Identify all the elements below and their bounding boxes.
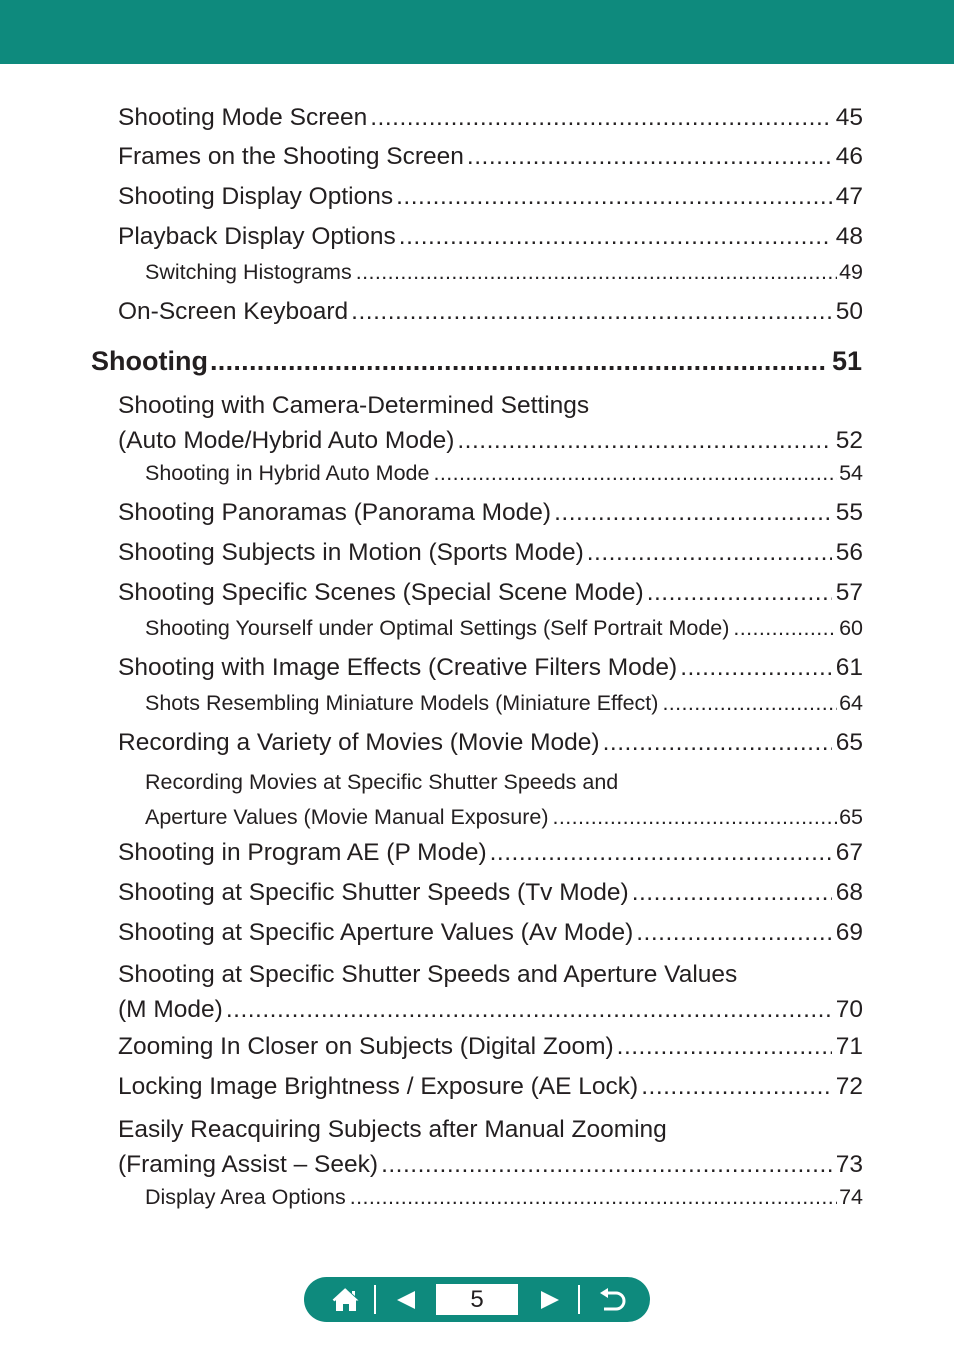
toc-entry-on-screen-keyboard[interactable] [118,297,863,327]
toc-section-page: 51 [831,346,862,376]
toc-entry-title: (Framing Assist – Seek) [118,1151,379,1178]
toc-entry-page: 61 [835,654,863,681]
leader-dots [351,297,832,327]
leader-dots [554,498,832,528]
toc-entry-page: 52 [835,427,863,454]
toc-entry-page: 67 [835,839,863,866]
leader-dots [433,460,837,486]
toc-entry-panorama-mode[interactable] [118,498,863,528]
leader-dots [467,142,832,172]
leader-dots [350,1184,837,1210]
toc-entry-page: 49 [839,260,863,284]
toc-entry-page: 48 [835,223,863,250]
toc-entry-page: 68 [835,879,863,906]
toc-entry-title: Shooting in Hybrid Auto Mode [145,461,430,485]
current-page-number: 5 [436,1284,518,1315]
toc-entry-page: 50 [835,298,863,325]
toc-entry-title-line1: Easily Reacquiring Subjects after Manual Zooming [118,1116,667,1143]
leader-dots [647,578,832,608]
toc-entry-page: 45 [835,104,863,131]
toc-entry-page: 70 [835,996,863,1023]
leader-dots [399,222,832,252]
toc-entry-page: 57 [835,579,863,606]
toc-entry-movie-mode[interactable] [118,728,863,758]
toc-entry-page: 71 [835,1033,863,1060]
toc-entry-sports-mode[interactable] [118,538,863,568]
leader-dots [603,728,832,758]
previous-page-icon [396,1291,416,1309]
home-icon [332,1287,360,1313]
toc-entry-title: Shooting Specific Scenes (Special Scene Mode) [118,579,644,606]
toc-entry-title: Recording a Variety of Movies (Movie Mode) [118,729,600,756]
toc-entry-playback-display-options[interactable] [118,222,863,252]
toc-entry-title: Shooting in Program AE (P Mode) [118,839,487,866]
toc-entry-title: Shooting Subjects in Motion (Sports Mode) [118,539,584,566]
toc-entry-creative-filters[interactable] [118,653,863,683]
toc-entry-title: Aperture Values (Movie Manual Exposure) [145,805,549,829]
toc-subentry-self-portrait[interactable] [145,615,863,641]
leader-dots [381,1147,832,1182]
toc-entry-page: 55 [835,499,863,526]
toc-section-title: Shooting [91,346,208,376]
toc-entry-title-line1: Recording Movies at Specific Shutter Speeds and [145,770,619,794]
next-page-icon [540,1291,560,1309]
leader-dots [553,800,838,835]
toc-entry-title: Shooting at Specific Aperture Values (Av Mode) [118,919,634,946]
toc-entry-title: (Auto Mode/Hybrid Auto Mode) [118,427,455,454]
toc-entry-page: 74 [839,1185,863,1209]
leader-dots [587,538,832,568]
toc-entry-title: Shooting Yourself under Optimal Settings (Self Portrait Mode) [145,616,730,640]
toc-entry-title: Frames on the Shooting Screen [118,143,464,170]
page-navigation-bar [304,1277,650,1322]
leader-dots [680,653,832,683]
toc-entry-title: Zooming In Closer on Subjects (Digital Zoom) [118,1033,614,1060]
toc-entry-title-line1: Shooting at Specific Shutter Speeds and Aperture Values [118,961,738,988]
toc-entry-page: 69 [835,919,863,946]
toc-entry-ae-lock[interactable] [118,1072,863,1102]
leader-dots [632,878,832,908]
leader-dots [210,345,826,377]
toc-entry-page: 64 [839,691,863,715]
toc-entry-tv-mode[interactable] [118,878,863,908]
toc-entry-title: (M Mode) [118,996,223,1023]
leader-dots [490,838,832,868]
toc-entry-title: Locking Image Brightness / Exposure (AE Lock) [118,1073,639,1100]
toc-entry-frames-on-shooting-screen[interactable] [118,142,863,172]
toc-entry-title: On-Screen Keyboard [118,298,349,325]
next-page-button[interactable] [530,1277,570,1322]
toc-entry-title: Shooting at Specific Shutter Speeds (Tv Mode) [118,879,629,906]
toc-entry-page: 46 [835,143,863,170]
toc-subentry-movie-manual-exposure[interactable] [145,765,863,835]
separator [578,1285,580,1314]
leader-dots [636,918,831,948]
toc-entry-title: Display Area Options [145,1185,346,1209]
leader-dots [356,259,837,285]
leader-dots [662,690,837,716]
toc-entry-m-mode[interactable] [118,957,863,1027]
toc-entry-title: Shooting Mode Screen [118,104,368,131]
toc-entry-page: 65 [839,805,863,829]
toc-entry-page: 56 [835,539,863,566]
toc-entry-shooting-display-options[interactable] [118,182,863,212]
toc-section-shooting[interactable] [91,345,862,377]
toc-entry-title: Switching Histograms [145,260,352,284]
toc-entry-page: 65 [835,729,863,756]
toc-entry-digital-zoom[interactable] [118,1032,863,1062]
toc-entry-title: Shooting Display Options [118,183,394,210]
toc-entry-page: 60 [839,616,863,640]
toc-entry-page: 54 [839,461,863,485]
toc-entry-page: 73 [835,1151,863,1178]
previous-page-button[interactable] [386,1277,426,1322]
toc-entry-special-scene-mode[interactable] [118,578,863,608]
toc-subentry-hybrid-auto[interactable] [145,460,863,486]
leader-dots [733,615,837,641]
toc-entry-title: Playback Display Options [118,223,396,250]
toc-entry-framing-assist[interactable] [118,1112,863,1182]
toc-entry-page: 47 [835,183,863,210]
leader-dots [641,1072,832,1102]
leader-dots [226,992,832,1027]
header-bar [0,0,954,64]
toc-subentry-miniature-effect[interactable] [145,690,863,716]
toc-entry-auto-mode[interactable] [118,388,863,458]
leader-dots [396,182,832,212]
toc-entry-shooting-mode-screen[interactable] [118,103,863,133]
leader-dots [457,423,831,458]
separator [374,1285,376,1314]
toc-entry-av-mode[interactable] [118,918,863,948]
return-button[interactable] [592,1277,632,1322]
leader-dots [370,103,831,133]
home-button[interactable] [326,1277,366,1322]
toc-entry-p-mode[interactable] [118,838,863,868]
toc-entry-title: Shooting Panoramas (Panorama Mode) [118,499,552,526]
return-icon [598,1288,626,1312]
toc-subentry-display-area-options[interactable] [145,1184,863,1210]
toc-subentry-switching-histograms[interactable] [145,259,863,285]
toc-entry-title: Shooting with Image Effects (Creative Filters Mode) [118,654,678,681]
toc-entry-title: Shots Resembling Miniature Models (Miniature Effect) [145,691,659,715]
toc-entry-page: 72 [835,1073,863,1100]
leader-dots [617,1032,832,1062]
toc-entry-title-line1: Shooting with Camera-Determined Settings [118,392,590,419]
